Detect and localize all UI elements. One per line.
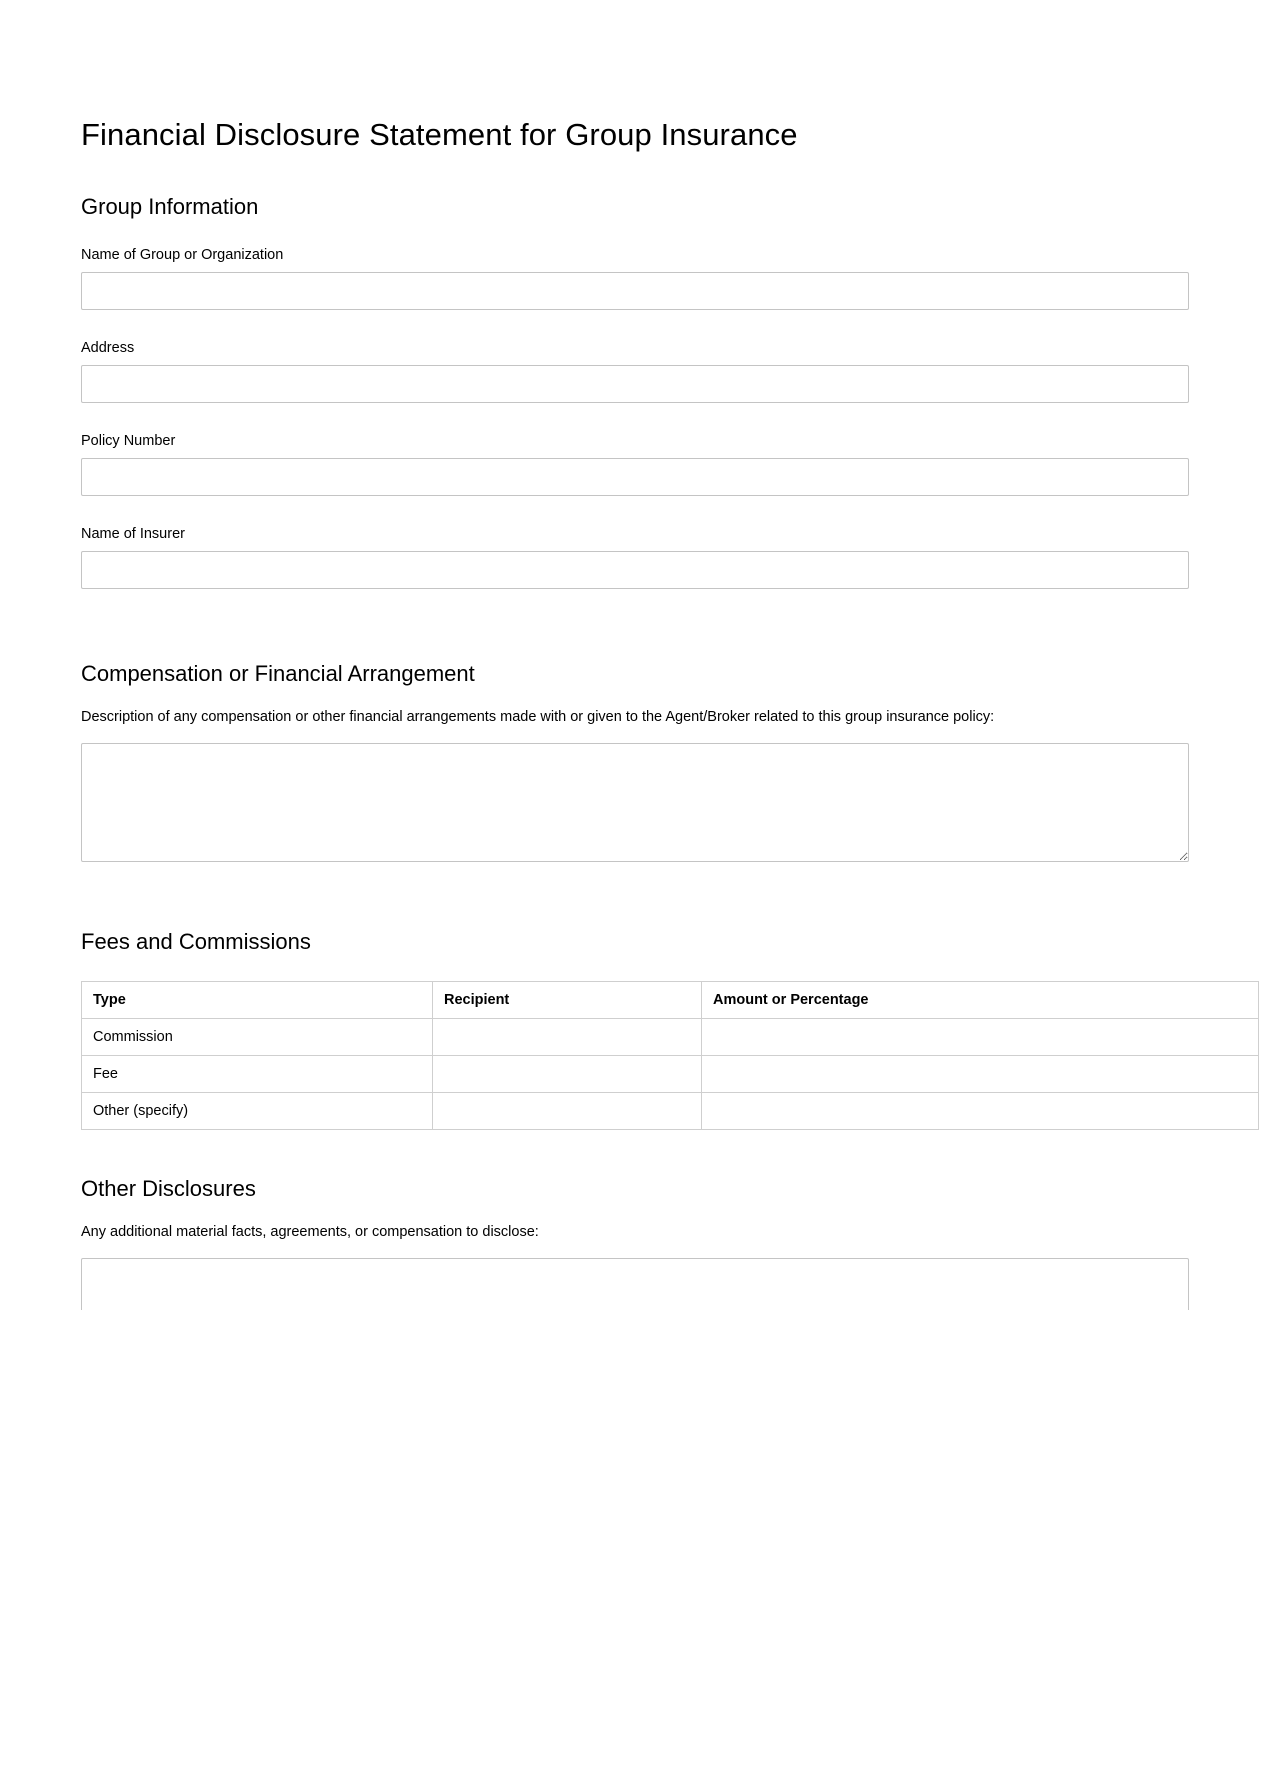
- textarea-compensation-description[interactable]: [81, 743, 1189, 862]
- column-header-amount: Amount or Percentage: [702, 982, 1259, 1019]
- label-name-of-insurer: Name of Insurer: [81, 526, 185, 542]
- cell-recipient-fee[interactable]: [433, 1056, 702, 1093]
- other-disclosures-description: Any additional material facts, agreements, or compensation to disclose:: [81, 1224, 539, 1240]
- table-header-row: [82, 982, 1259, 1019]
- label-policy-number: Policy Number: [81, 433, 176, 449]
- cell-amount-commission[interactable]: [702, 1019, 1259, 1056]
- section-heading-other-disclosures: Other Disclosures: [81, 1176, 256, 1201]
- input-name-of-group-or-organization[interactable]: [81, 272, 1189, 310]
- cell-type-other: Other (specify): [82, 1093, 433, 1130]
- label-name-of-group-or-organization: Name of Group or Organization: [81, 247, 284, 263]
- compensation-description: Description of any compensation or other financial arrangements made with or given to the Agent/Broker related to this group insurance policy:: [81, 709, 995, 725]
- cell-recipient-commission[interactable]: [433, 1019, 702, 1056]
- section-heading-group-information: Group Information: [81, 194, 259, 219]
- section-heading-fees-and-commissions: Fees and Commissions: [81, 929, 311, 954]
- table-body: [82, 1019, 1259, 1130]
- cell-amount-fee[interactable]: [702, 1056, 1259, 1093]
- cell-amount-other[interactable]: [702, 1093, 1259, 1130]
- section-heading-compensation: Compensation or Financial Arrangement: [81, 661, 475, 686]
- table-row: [82, 1093, 1259, 1130]
- input-policy-number[interactable]: [81, 458, 1189, 496]
- cell-recipient-other[interactable]: [433, 1093, 702, 1130]
- column-header-recipient: Recipient: [433, 982, 702, 1019]
- cell-type-commission: Commission: [82, 1019, 433, 1056]
- fees-table-wrapper: [81, 981, 1259, 1130]
- textarea-other-disclosures[interactable]: [81, 1258, 1189, 1310]
- table-row: [82, 1056, 1259, 1093]
- table-head: [82, 982, 1259, 1019]
- fees-and-commissions-table: [81, 981, 1259, 1130]
- input-address[interactable]: [81, 365, 1189, 403]
- column-header-type: Type: [82, 982, 433, 1019]
- cell-type-fee: Fee: [82, 1056, 433, 1093]
- input-name-of-insurer[interactable]: [81, 551, 1189, 589]
- label-address: Address: [81, 340, 135, 356]
- page-title: Financial Disclosure Statement for Group Insurance: [81, 117, 798, 152]
- table-row: [82, 1019, 1259, 1056]
